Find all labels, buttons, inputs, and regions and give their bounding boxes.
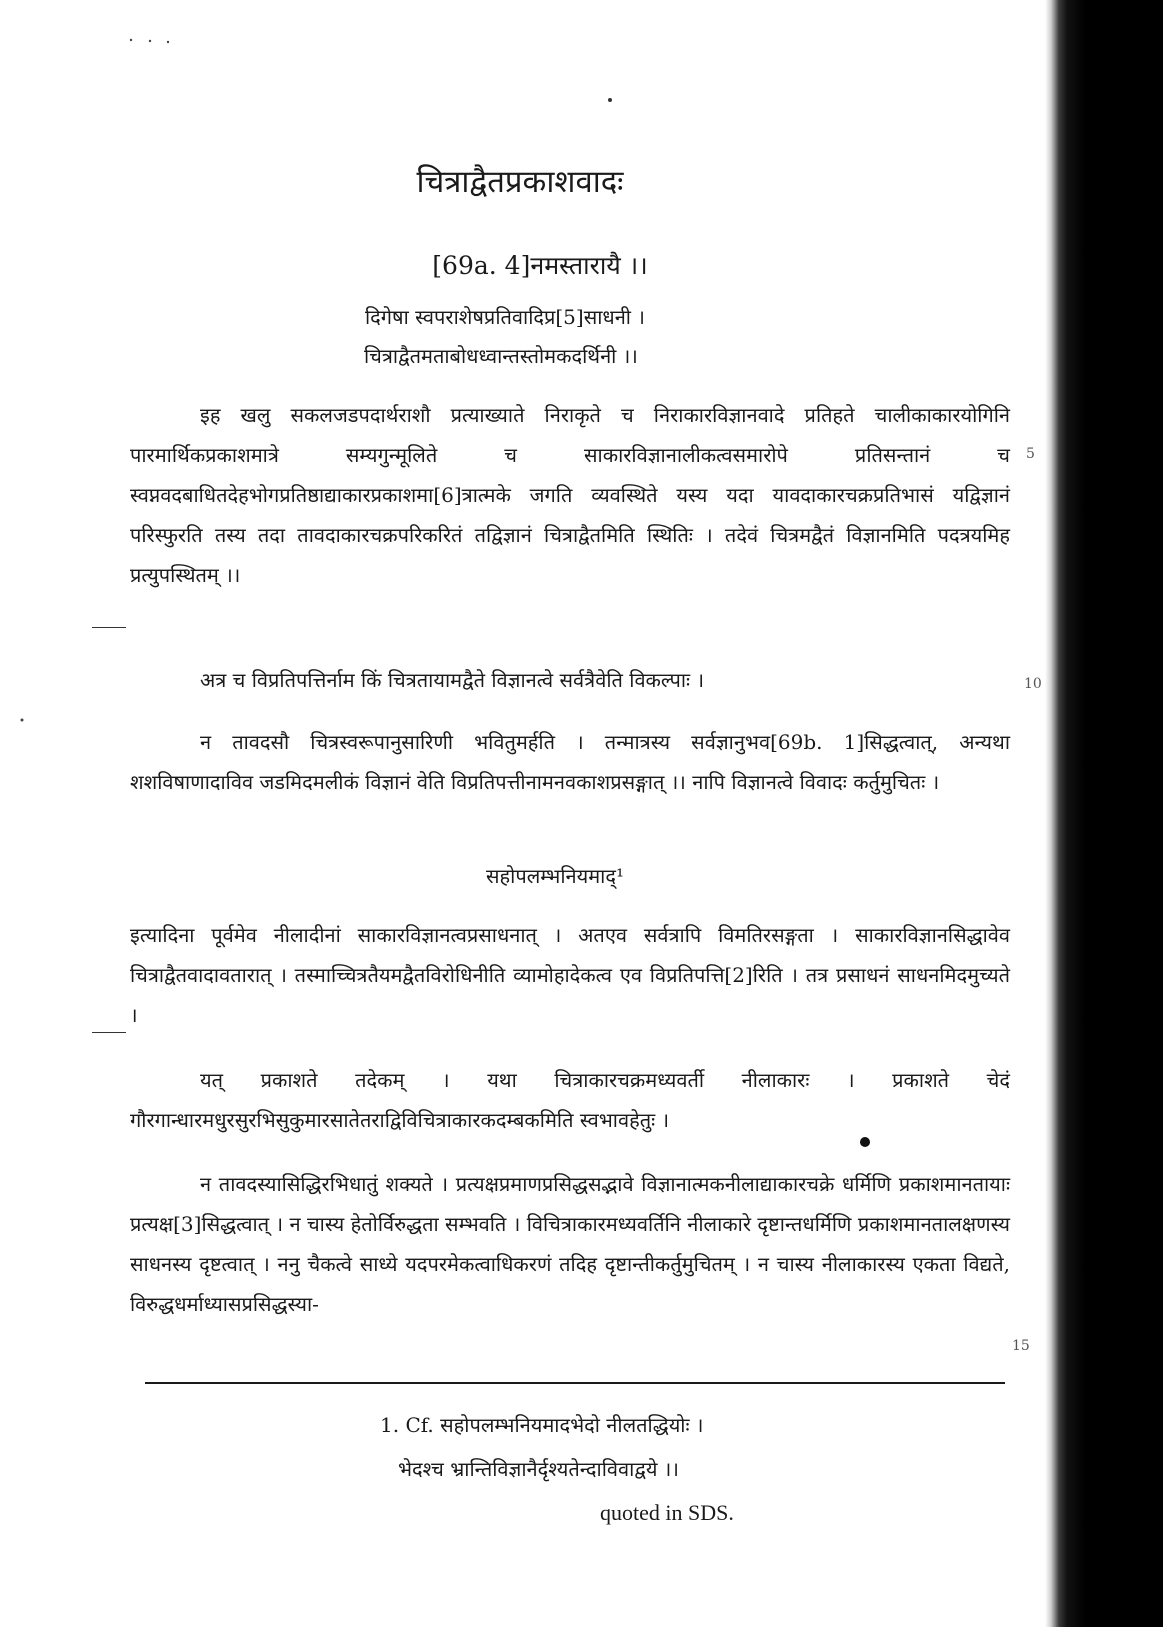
footnote-rule (145, 1382, 1005, 1384)
page-title: चित्राद्वैतप्रकाशवादः (416, 164, 624, 200)
paragraph-6: न तावदस्यासिद्धिरभिधातुं शक्यते । प्रत्यक्षप्रमाणप्रसिद्धसद्भावे विज्ञानात्मकनीलाद्याकारचक्रे धर्मिणि प्रकाशमानतायाः प्रत्यक्ष[3]सिद्धत्वात् । न चास्य हेतोर्विरुद्धता सम्भवति । विचित्राकारमध्यवर्तिनि नीलाकारे दृष्टान्तधर्मिणि प्रकाशमानतालक्षणस्य साधनस्य दृष्टत्वात् । ननु चैकत्वे साध्ये यदपरमेकत्वाधिकरणं तदिह दृष्टान्तीकर्तुमुचितम् । न चास्य नीलाकारस्य एकता विद्यते, विरुद्धधर्माध्यासप्रसिद्धस्या- (130, 1172, 1010, 1316)
footnote-line-2: भेदश्च भ्रान्तिविज्ञानैर्दृश्यतेन्दाविवाद्वये ।। (398, 1457, 679, 1481)
paragraph-1: इह खलु सकलजडपदार्थराशौ प्रत्याख्याते निराकृते च निराकारविज्ञानवादे प्रतिहते चालीकाकारयोगिनि पारमार्थिकप्रकाशमात्रे सम्यगुन्मूलिते च साकारविज्ञानालीकत्वसमारोपे प्रतिसन्तानं च स्वप्नवदबाधितदेहभोगप्रतिष्ठाद्याकारप्रकाशमा[6]त्रात्मके जगति व्यवस्थिते यस्य यदा यावदाकारचक्रप्रतिभासं यद्विज्ञानं परिस्फुरति तस्य तदा तावदाकारचक्रपरिकरितं तद्विज्ञानं चित्राद्वैतमिति स्थितिः । तदेवं चित्रमद्वैतं विज्ञानमिति पदत्रयमिह प्रत्युपस्थितम् ।। (130, 403, 1010, 587)
subheading: सहोपलम्भनियमाद्¹ (486, 864, 624, 888)
paragraph-4: इत्यादिना पूर्वमेव नीलादीनां साकारविज्ञानत्वप्रसाधनात् । अतएव सर्वत्रापि विमतिरसङ्गता । साकारविज्ञानसिद्धावेव चित्राद्वैतवादावतारात् । तस्माच्चित्रतैयमद्वैतविरोधिनीति व्यामोहादेकत्व एव विप्रतिपत्ति[2]रिति । तत्र प्रसाधनं साधनमिदमुच्यते । (130, 923, 1010, 1027)
margin-tick (92, 1032, 126, 1033)
margin-line-number: 5 (1026, 446, 1035, 462)
paragraph-3: न तावदसौ चित्रस्वरूपानुसारिणी भवितुमर्हति । तन्मात्रस्य सर्वज्ञानुभव[69b. 1]सिद्धत्वात्, अन्यथा शशविषाणादाविव जडमिदमलीकं विज्ञानं वेति विप्रतिपत्तीनामनवकाशप्रसङ्गात् ।। नापि विज्ञानत्वे विवादः कर्तुमुचितः । (130, 730, 1010, 794)
folio-invocation: [69a. 4]नमस्तारायै ।। (432, 251, 648, 280)
margin-line-number: 15 (1012, 1338, 1030, 1354)
footnote-source: quoted in SDS. (600, 1500, 734, 1525)
verse-line-2: चित्राद्वैतमताबोधध्वान्तस्तोमकदर्थिनी ।। (364, 344, 638, 368)
paragraph-5: यत् प्रकाशते तदेकम् । यथा चित्राकारचक्रमध्यवर्ती नीलाकारः । प्रकाशते चेदं गौरगान्धारमधुरसुरभिसुकुमारसातेतराद्विविचित्राकारकदम्बकमिति स्वभावहेतुः । (130, 1068, 1010, 1132)
footnote-line-1: 1. Cf. सहोपलम्भनियमादभेदो नीलतद्धियोः । (380, 1413, 704, 1437)
margin-tick (92, 627, 126, 628)
scan-dark-edge (1045, 0, 1163, 1627)
paragraph-2: अत्र च विप्रतिपत्तिर्नाम किं चित्रतायामद्वैते विज्ञानत्वे सर्वत्रैवेति विकल्पाः । (200, 668, 705, 692)
margin-line-number: 10 (1024, 676, 1042, 692)
verse-line-1: दिगेषा स्वपराशेषप्रतिवादिप्र[5]साधनी । (365, 305, 645, 329)
